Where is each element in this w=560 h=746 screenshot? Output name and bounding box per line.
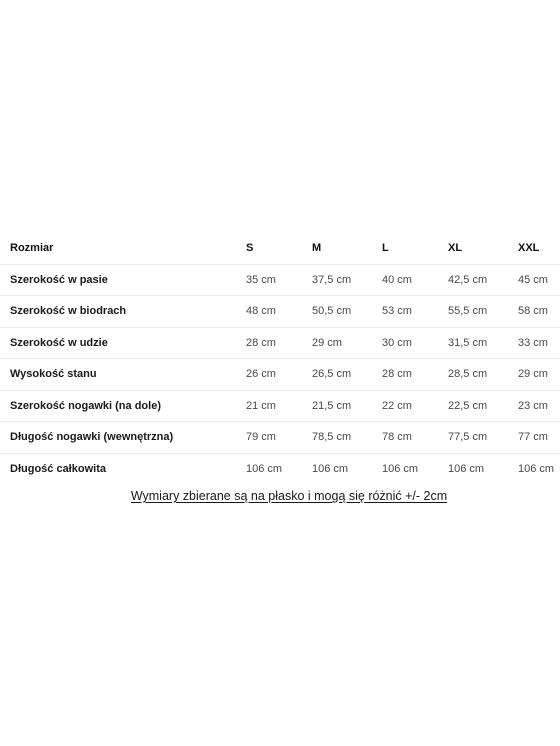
cell-value: 37,5 cm bbox=[312, 264, 382, 296]
cell-value: 26 cm bbox=[246, 359, 312, 391]
cell-value: 21,5 cm bbox=[312, 390, 382, 422]
cell-value: 30 cm bbox=[382, 327, 448, 359]
table-row bbox=[0, 422, 560, 454]
row-label: Długość całkowita bbox=[10, 462, 106, 475]
header-size-m: M bbox=[312, 233, 382, 264]
header-rozmiar: Rozmiar bbox=[0, 233, 246, 264]
measurement-note: Wymiary zbierane są na płasko i mogą się różnić +/- 2cm bbox=[130, 489, 448, 503]
cell-value: 77,5 cm bbox=[448, 422, 518, 454]
cell-value: 22,5 cm bbox=[448, 390, 518, 422]
cell-value: 106 cm bbox=[246, 462, 283, 475]
cell-value: 21 cm bbox=[246, 390, 312, 422]
cell-value: 106 cm bbox=[312, 462, 349, 475]
cell-value: 78 cm bbox=[382, 422, 448, 454]
cell-value: 78,5 cm bbox=[312, 422, 382, 454]
cell-value: 58 cm bbox=[518, 296, 560, 328]
cell-value: 45 cm bbox=[518, 264, 560, 296]
cell-value: 26,5 cm bbox=[312, 359, 382, 391]
header-size-xxl: XXL bbox=[518, 233, 560, 264]
table-row bbox=[0, 264, 560, 296]
cell-value: 106 cm bbox=[382, 462, 419, 475]
table-row bbox=[0, 327, 560, 359]
header-size-s: S bbox=[246, 233, 312, 264]
row-label: Długość nogawki (wewnętrzna) bbox=[0, 422, 246, 454]
size-table bbox=[0, 233, 560, 484]
cell-value: 106 cm bbox=[518, 462, 555, 475]
cell-value: 50,5 cm bbox=[312, 296, 382, 328]
cell-value: 31,5 cm bbox=[448, 327, 518, 359]
cell-value: 29 cm bbox=[312, 327, 382, 359]
table-row bbox=[0, 390, 560, 422]
cell-value: 48 cm bbox=[246, 296, 312, 328]
cell-value: 23 cm bbox=[518, 390, 560, 422]
cell-value: 42,5 cm bbox=[448, 264, 518, 296]
row-label: Szerokość w udzie bbox=[0, 327, 246, 359]
row-label: Szerokość nogawki (na dole) bbox=[0, 390, 246, 422]
size-chart bbox=[0, 233, 560, 484]
row-label: Szerokość w pasie bbox=[0, 264, 246, 296]
cell-value: 53 cm bbox=[382, 296, 448, 328]
cell-value: 28,5 cm bbox=[448, 359, 518, 391]
header-size-xl: XL bbox=[448, 233, 518, 264]
table-row bbox=[0, 359, 560, 391]
cell-value: 79 cm bbox=[246, 422, 312, 454]
cell-value: 28 cm bbox=[246, 327, 312, 359]
row-label: Wysokość stanu bbox=[0, 359, 246, 391]
cell-value: 40 cm bbox=[382, 264, 448, 296]
cell-value: 22 cm bbox=[382, 390, 448, 422]
cell-value: 35 cm bbox=[246, 264, 312, 296]
table-header-row bbox=[0, 233, 560, 264]
table-row bbox=[0, 296, 560, 328]
cell-value: 28 cm bbox=[382, 359, 448, 391]
header-size-l: L bbox=[382, 233, 448, 264]
cell-value: 29 cm bbox=[518, 359, 560, 391]
cell-value: 106 cm bbox=[448, 462, 485, 475]
cell-value: 55,5 cm bbox=[448, 296, 518, 328]
table-row bbox=[0, 453, 560, 484]
cell-value: 77 cm bbox=[518, 422, 560, 454]
cell-value: 33 cm bbox=[518, 327, 560, 359]
row-label: Szerokość w biodrach bbox=[0, 296, 246, 328]
